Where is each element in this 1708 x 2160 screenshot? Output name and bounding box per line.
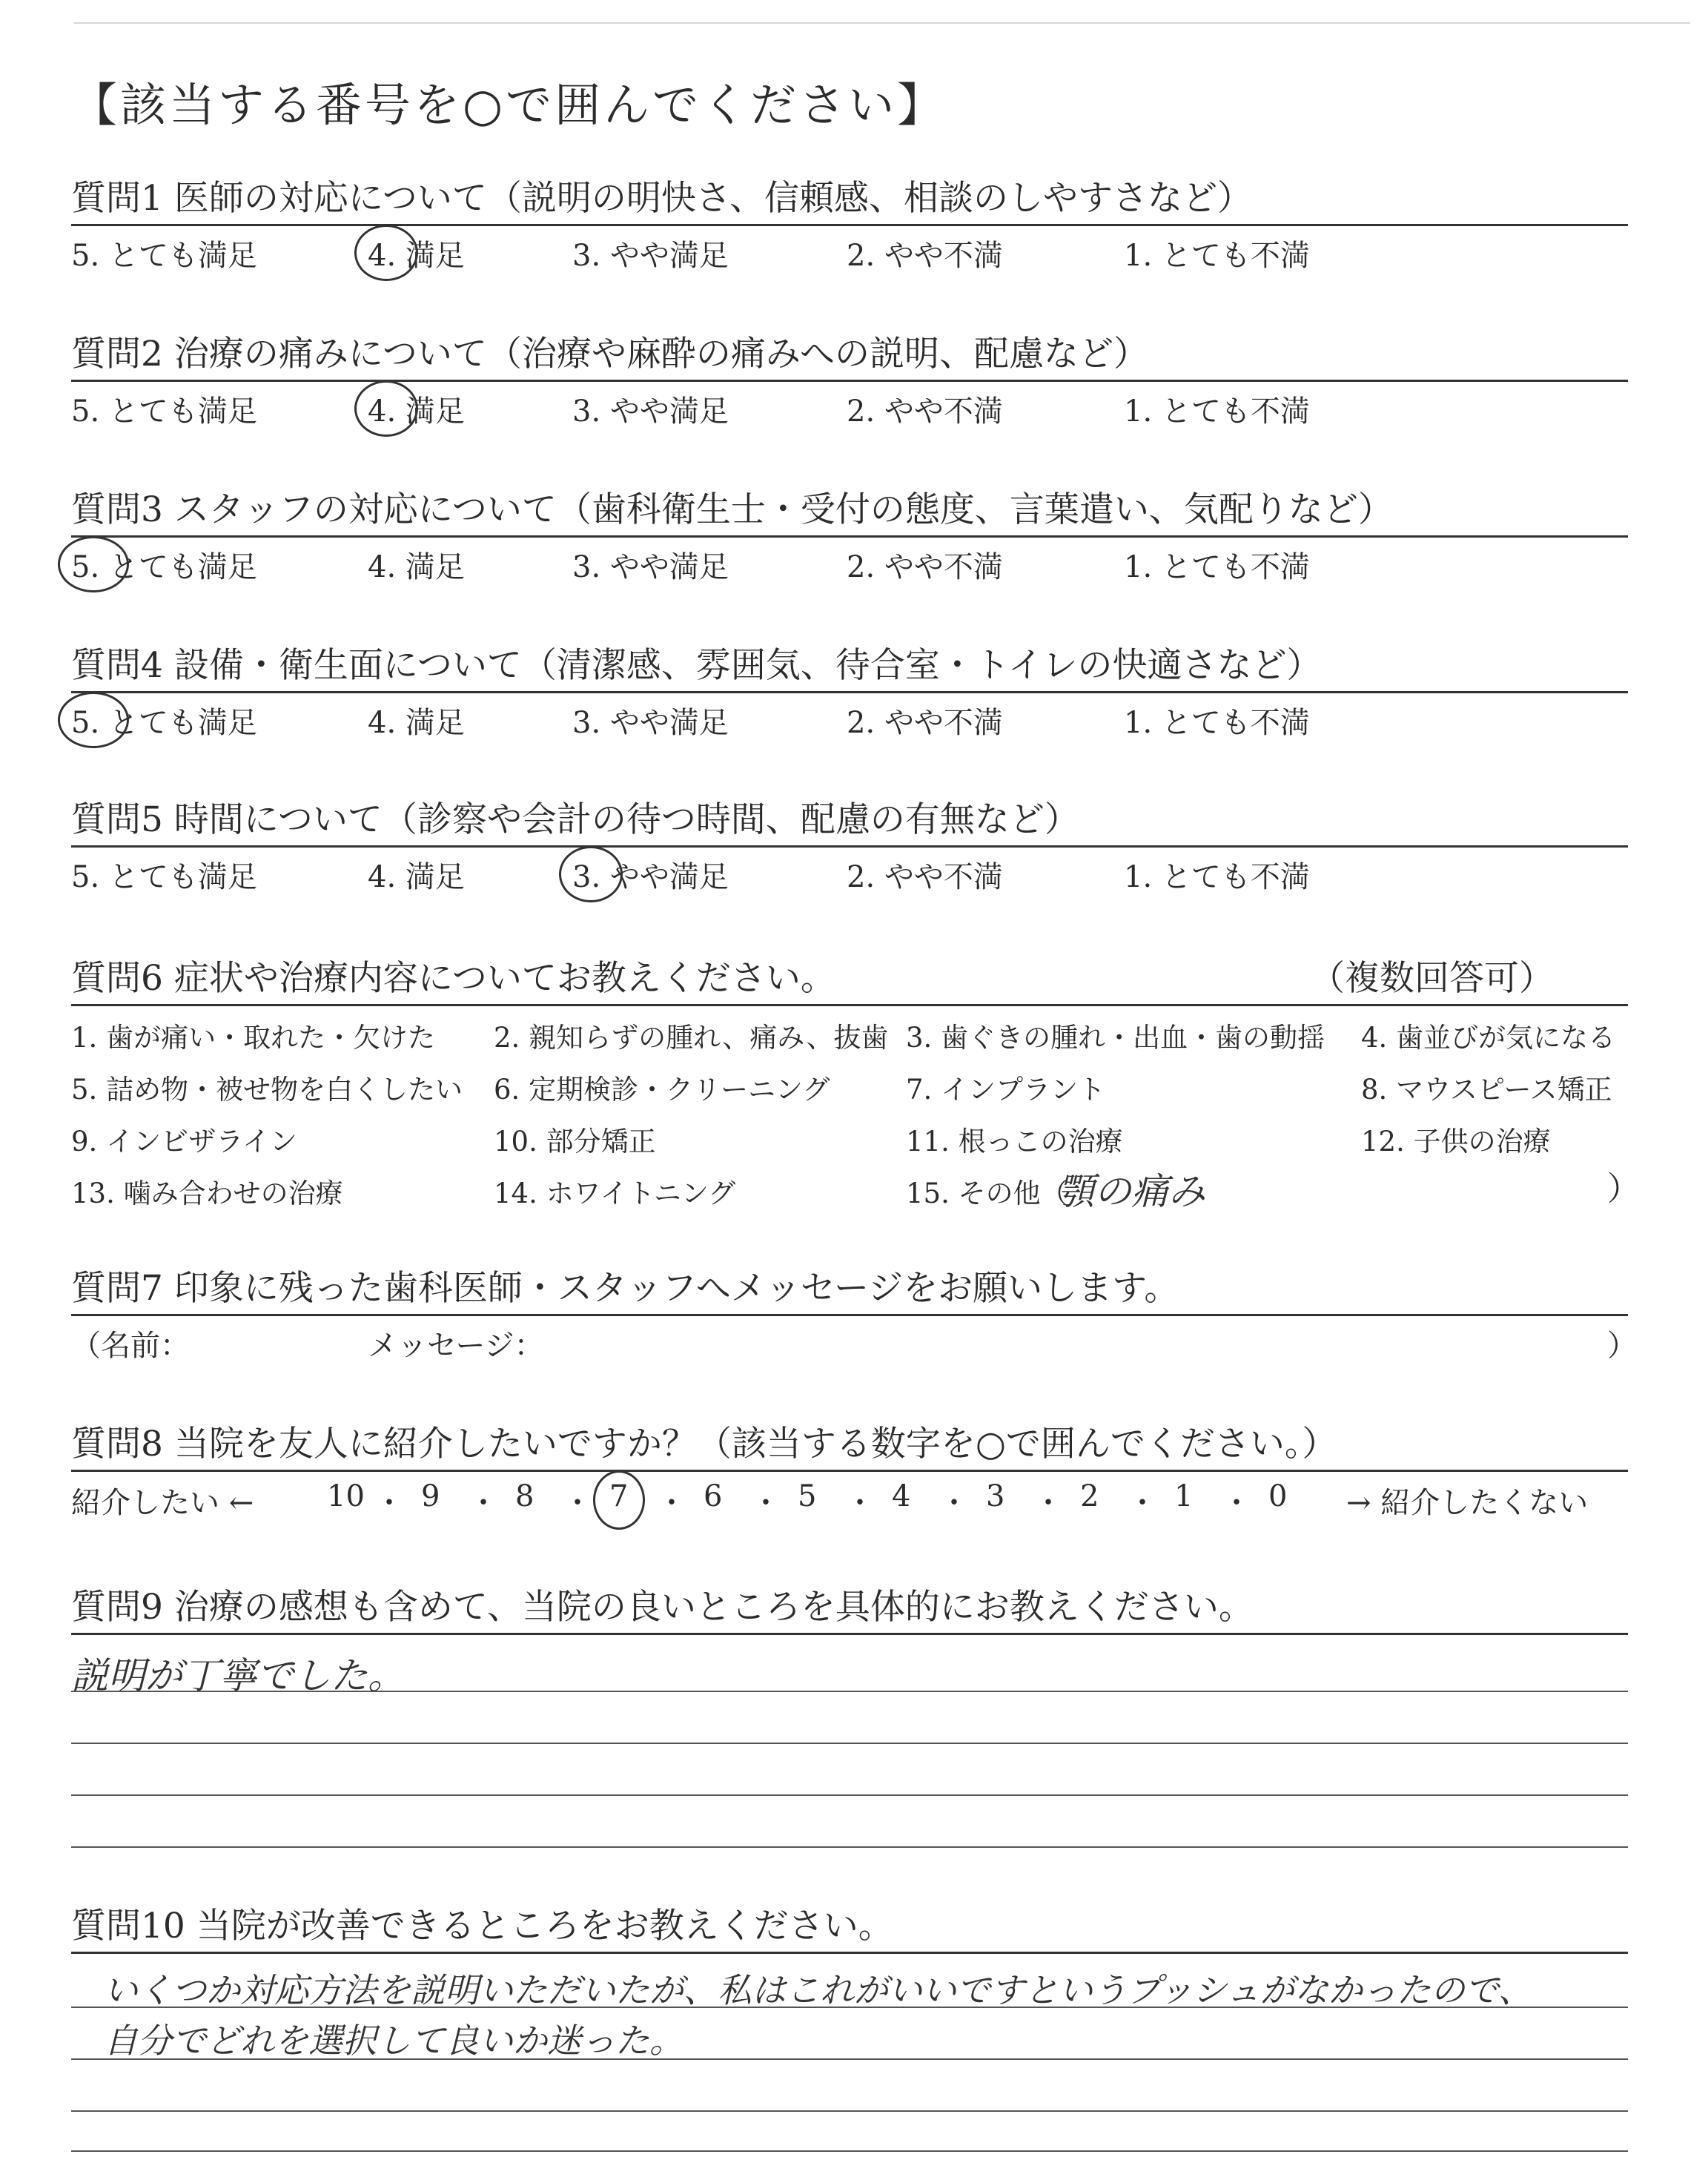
question-8-label: 質問8 当院を友人に紹介したいですか？（該当する数字を○で囲んでください。）	[71, 1424, 1337, 1464]
question-6-label: 質問6 症状や治療内容についてお教えください。	[71, 958, 835, 999]
rating-option[interactable]: 2. やや不満	[847, 860, 1003, 894]
rating-option[interactable]: 3. やや満足	[572, 860, 729, 894]
q9-writing-line	[71, 1691, 1628, 1692]
q10-writing-line	[71, 2150, 1628, 2152]
question-3-label: 質問3 スタッフの対応について（歯科衛生士・受付の態度、言葉遣い、気配りなど）	[71, 489, 1393, 530]
scale-separator: ・	[657, 1486, 686, 1520]
question-7	[71, 1261, 1637, 1368]
question-10	[71, 1898, 1628, 1954]
scale-separator: ・	[845, 1486, 875, 1520]
question-9	[71, 1579, 1628, 1635]
rating-option[interactable]: 2. やや不満	[847, 239, 1003, 273]
scale-separator: ・	[1033, 1486, 1063, 1520]
scale-number[interactable]: 4	[892, 1479, 911, 1513]
q9-writing-line	[71, 1794, 1628, 1796]
treatment-option[interactable]: 13. 噛み合わせの治療	[71, 1178, 343, 1209]
referral-scale	[71, 1472, 1628, 1531]
q9-writing-line	[71, 1743, 1628, 1744]
rating-option[interactable]: 2. やや不満	[847, 706, 1003, 740]
other-close-paren: ）	[1607, 1170, 1640, 1208]
rating-option[interactable]: 1. とても不満	[1124, 706, 1310, 740]
scale-left-label: 紹介したい ←	[71, 1486, 254, 1520]
scale-separator: ・	[374, 1486, 404, 1520]
rating-option[interactable]: 5. とても満足	[71, 394, 257, 429]
q10-writing-line	[71, 2007, 1628, 2008]
q9-answer-line-1: 説明が丁寧でした。	[71, 1654, 405, 1697]
question-7-label: 質問7 印象に残った歯科医師・スタッフへメッセージをお願いします。	[71, 1268, 1179, 1309]
question-2	[71, 326, 1628, 434]
scale-right-label: → 紹介したくない	[1346, 1486, 1589, 1520]
scale-number[interactable]: 10	[327, 1479, 365, 1513]
question-3	[71, 482, 1628, 589]
rating-option[interactable]: 4. 満足	[368, 394, 465, 429]
rating-option[interactable]: 5. とても満足	[71, 860, 257, 894]
treatment-option[interactable]: 15. その他（	[906, 1178, 1068, 1209]
other-handwritten-answer: 顎の痛み	[1057, 1170, 1205, 1213]
q10-answer-line-1: いくつか対応方法を説明いただいたが、私はこれがいいですというプッシュがなかったので、	[104, 1970, 1532, 2010]
q9-writing-line	[71, 1846, 1628, 1848]
rating-option[interactable]: 5. とても満足	[71, 706, 257, 740]
scale-separator: ・	[939, 1486, 969, 1520]
scale-separator: ・	[563, 1486, 592, 1520]
q10-writing-line	[71, 2110, 1628, 2112]
rating-option[interactable]: 5. とても満足	[71, 550, 257, 584]
treatment-option[interactable]: 9. インビザライン	[71, 1126, 297, 1157]
question-2-label: 質問2 治療の痛みについて（治療や麻酔の痛みへの説明、配慮など）	[71, 334, 1148, 374]
selection-circle	[593, 1470, 645, 1530]
rating-option[interactable]: 4. 満足	[368, 239, 465, 273]
scale-number[interactable]: 6	[704, 1479, 723, 1513]
question-10-rule	[71, 1952, 1628, 1954]
rating-option[interactable]: 3. やや満足	[572, 550, 729, 584]
rating-option[interactable]: 3. やや満足	[572, 706, 729, 740]
question-5	[71, 792, 1628, 899]
selection-circle	[559, 846, 623, 902]
rating-option[interactable]: 2. やや不満	[847, 550, 1003, 584]
rating-option[interactable]: 4. 満足	[368, 550, 465, 584]
rating-option[interactable]: 3. やや満足	[572, 239, 729, 273]
rating-option[interactable]: 1. とても不満	[1124, 394, 1310, 429]
scale-separator: ・	[751, 1486, 781, 1520]
scale-number[interactable]: 0	[1268, 1479, 1288, 1513]
rating-option[interactable]: 1. とても不満	[1124, 239, 1310, 273]
scale-number[interactable]: 5	[798, 1479, 817, 1513]
name-label: （名前：	[71, 1329, 190, 1363]
page-title: 【該当する番号を○で囲んでください】	[71, 78, 947, 132]
selection-circle	[58, 692, 129, 748]
rating-option[interactable]: 3. やや満足	[572, 394, 729, 429]
message-label: メッセージ：	[368, 1329, 544, 1363]
q10-answer-line-2: 自分でどれを選択して良いか迷った。	[104, 2021, 683, 2061]
treatment-option[interactable]: 10. 部分矯正	[494, 1126, 656, 1157]
question-8	[71, 1416, 1628, 1531]
treatment-option[interactable]: 4. 歯並びが気になる	[1361, 1022, 1616, 1054]
multiple-answer-note: （複数回答可）	[1310, 958, 1554, 999]
scale-number[interactable]: 8	[515, 1479, 534, 1513]
question-9-label: 質問9 治療の感想も含めて、当院の良いところを具体的にお教えください。	[71, 1587, 1254, 1628]
treatment-option[interactable]: 2. 親知らずの腫れ、痛み、抜歯	[494, 1022, 889, 1054]
rating-option[interactable]: 5. とても満足	[71, 239, 257, 273]
question-10-label: 質問10 当院が改善できるところをお教えください。	[71, 1906, 893, 1946]
treatment-option[interactable]: 6. 定期検診・クリーニング	[494, 1074, 830, 1106]
scale-separator: ・	[1222, 1486, 1251, 1520]
scale-number[interactable]: 7	[609, 1479, 629, 1513]
treatment-option[interactable]: 14. ホワイトニング	[494, 1178, 736, 1209]
question-9-rule	[71, 1633, 1628, 1635]
question-1	[71, 171, 1628, 278]
q10-writing-line	[71, 2058, 1628, 2060]
treatment-option[interactable]: 8. マウスピース矯正	[1361, 1074, 1612, 1106]
question-4-label: 質問4 設備・衛生面について（清潔感、雰囲気、待合室・トイレの快適さなど）	[71, 645, 1322, 686]
selection-circle	[354, 380, 418, 437]
question-4	[71, 638, 1628, 745]
scale-number[interactable]: 2	[1080, 1479, 1099, 1513]
message-close-paren: ）	[1607, 1329, 1637, 1363]
top-border	[74, 22, 1690, 24]
question-6	[71, 951, 1640, 1229]
scale-number[interactable]: 1	[1174, 1479, 1194, 1513]
scale-number[interactable]: 3	[986, 1479, 1005, 1513]
treatment-option[interactable]: 12. 子供の治療	[1361, 1126, 1551, 1157]
selection-circle	[354, 225, 418, 281]
scale-number[interactable]: 9	[421, 1479, 440, 1513]
rating-option[interactable]: 1. とても不満	[1124, 860, 1310, 894]
treatment-option[interactable]: 5. 詰め物・被せ物を白くしたい	[71, 1074, 463, 1106]
rating-option[interactable]: 4. 満足	[368, 706, 465, 740]
treatment-option[interactable]: 1. 歯が痛い・取れた・欠けた	[71, 1022, 436, 1054]
scale-separator: ・	[1128, 1486, 1157, 1520]
rating-option[interactable]: 4. 満足	[368, 860, 465, 894]
scale-separator: ・	[469, 1486, 498, 1520]
treatment-option[interactable]: 3. 歯ぐきの腫れ・出血・歯の動揺	[906, 1022, 1325, 1054]
rating-option[interactable]: 1. とても不満	[1124, 550, 1310, 584]
treatment-option[interactable]: 11. 根っこの治療	[906, 1126, 1123, 1157]
question-5-label: 質問5 時間について（診察や会計の待つ時間、配慮の有無など）	[71, 799, 1079, 840]
treatment-option[interactable]: 7. インプラント	[906, 1074, 1106, 1106]
treatment-options	[71, 1006, 1640, 1229]
selection-circle	[58, 536, 129, 592]
rating-option[interactable]: 2. やや不満	[847, 394, 1003, 429]
question-1-label: 質問1 医師の対応について（説明の明快さ、信頼感、相談のしやすさなど）	[71, 178, 1253, 219]
